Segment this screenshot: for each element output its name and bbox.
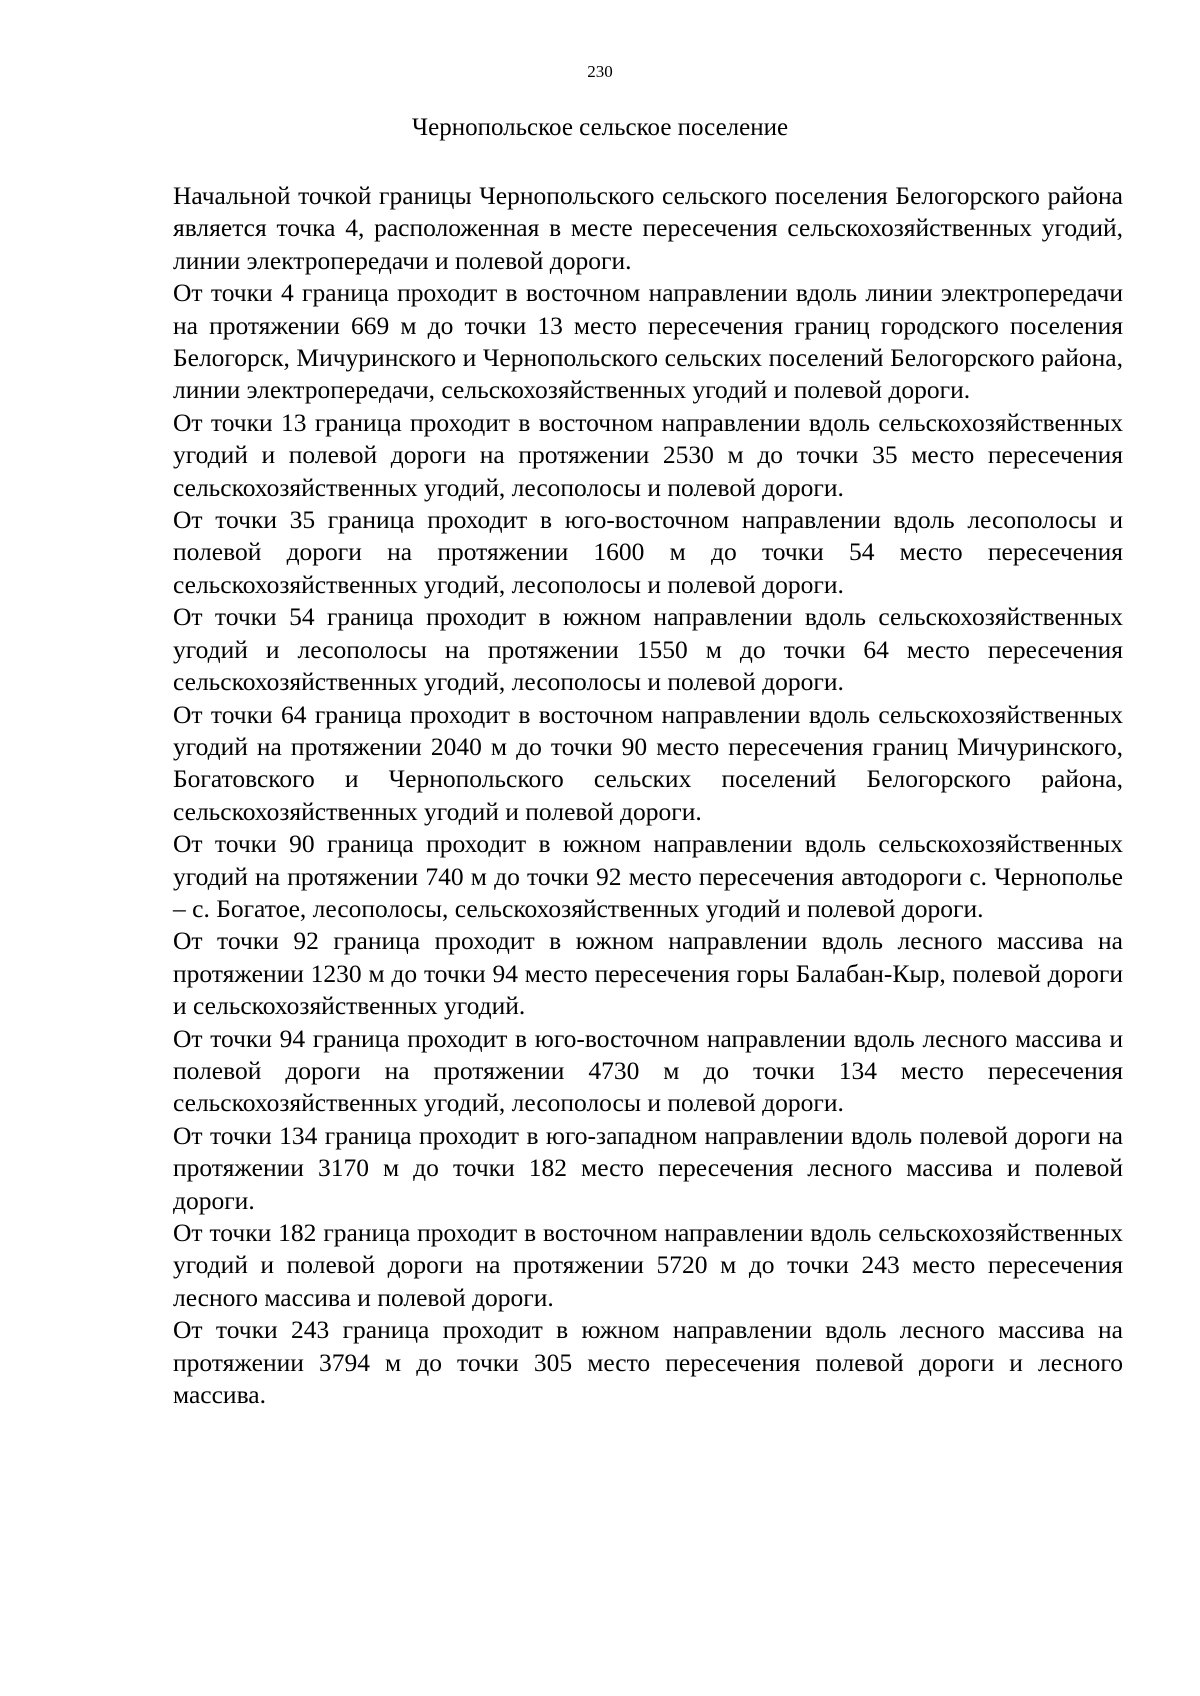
paragraph-9: От точки 94 граница проходит в юго-восточном направлении вдоль лесного массива и полевой дороги на протяжении 4730 м до точки 134 место пересечения сельскохозяйственных угодий, лесополосы и полевой дороги. [173, 1023, 1123, 1118]
paragraph-8: От точки 92 граница проходит в южном направлении вдоль лесного массива на протяжении 1230 м до точки 94 место пересечения горы Балабан-Кыр, полевой дороги и сельскохозяйственных угодий. [173, 926, 1123, 1021]
paragraph-2: От точки 4 граница проходит в восточном направлении вдоль линии электропередачи на протяжении 669 м до точки 13 место пересечения границ городского поселения Белогорск, Мичуринского и Чернопольского сельских поселений Белогорского района, линии электропередачи, сельскохозяйственных угодий и полевой дороги. [173, 278, 1123, 405]
paragraph-7: От точки 90 граница проходит в южном направлении вдоль сельскохозяйственных угодий на протяжении 740 м до точки 92 место пересечения автодороги с. Чернополье – с. Богатое, лесополосы, сельскохозяйственных угодий и полевой дороги. [173, 829, 1123, 923]
paragraph-12: От точки 243 граница проходит в южном направлении вдоль лесного массива на протяжении 3794 м до точки 305 место пересечения полевой дороги и лесного массива. [173, 1315, 1123, 1410]
paragraph-4: От точки 35 граница проходит в юго-восточном направлении вдоль лесополосы и полевой дороги на протяжении 1600 м до точки 54 место пересечения сельскохозяйственных угодий, лесополосы и полевой дороги. [173, 505, 1123, 599]
paragraph-3: От точки 13 граница проходит в восточном направлении вдоль сельскохозяйственных угодий и полевой дороги на протяжении 2530 м до точки 35 место пересечения сельскохозяйственных угодий, лесополосы и полевой дороги. [173, 407, 1123, 502]
page-number: 230 [587, 62, 613, 81]
paragraph-1: Начальной точкой границы Чернопольского сельского поселения Белогорского района является точка 4, расположенная в месте пересечения сельскохозяйственных угодий, линии электропередачи и полевой дороги. [173, 181, 1123, 275]
paragraph-5: От точки 54 граница проходит в южном направлении вдоль сельскохозяйственных угодий и лесополосы на протяжении 1550 м до точки 64 место пересечения сельскохозяйственных угодий, лесополосы и полевой дороги. [173, 602, 1123, 697]
document-body [173, 180, 1123, 1411]
paragraph-10: От точки 134 граница проходит в юго-западном направлении вдоль полевой дороги на протяжении 3170 м до точки 182 место пересечения лесного массива и полевой дороги. [173, 1120, 1123, 1215]
paragraph-11: От точки 182 граница проходит в восточном направлении вдоль сельскохозяйственных угодий и полевой дороги на протяжении 5720 м до точки 243 место пересечения лесного массива и полевой дороги. [173, 1218, 1123, 1312]
paragraph-6: От точки 64 граница проходит в восточном направлении вдоль сельскохозяйственных угодий на протяжении 2040 м до точки 90 место пересечения границ Мичуринского, Богатовского и Чернопольского сельских поселений Белогорского района, сельскохозяйственных угодий и полевой дороги. [173, 699, 1123, 826]
document-title: Чернопольское сельское поселение [411, 114, 789, 141]
